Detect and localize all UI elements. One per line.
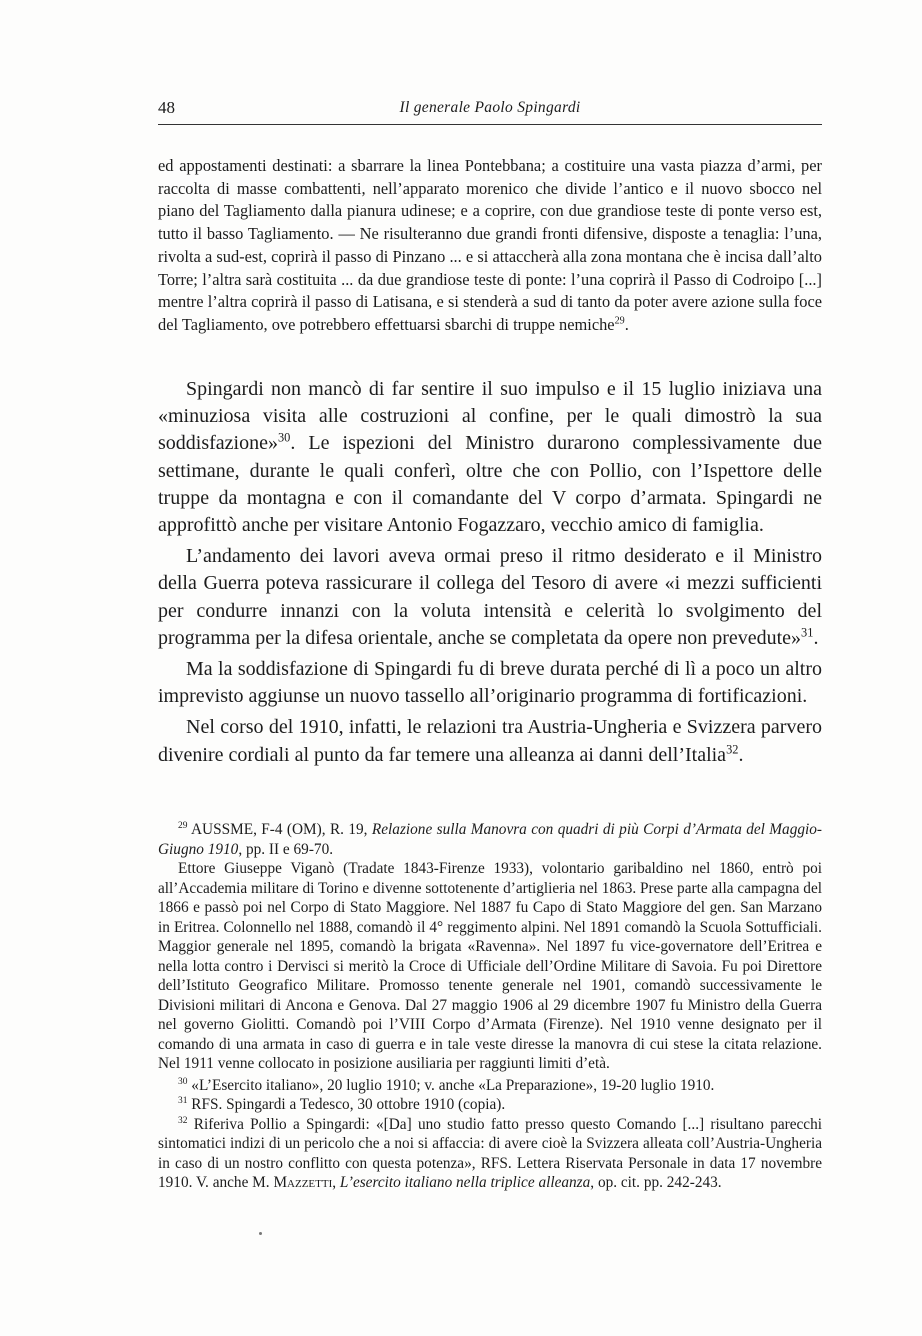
quotation-end: . <box>624 314 629 334</box>
block-quotation <box>158 155 822 337</box>
footnote-32-author: Mazzetti <box>273 1174 333 1191</box>
footnote-29-citation <box>158 820 822 859</box>
quotation-text: ed appostamenti destinati: a sbarrare la linea Pontebbana; a costituire una vasta piazza d’armi, per raccolta di masse combattenti, nell’apparato morenico che divide l’antico e il nuovo sbocco nel piano del Tagliamento dalla pianura udinese; e a coprire, con due grandiose teste di ponte verso est, tutto il basso Tagliamento. — Ne risulteranno due grandi fronti difensive, disposte a tenaglia: l’una, rivolta a sud-est, coprirà il passo di Pinzano ... e si attaccherà alla zona montana che è incisa dall’alto Torre; l’altra sarà costituita ... da due grandiose teste di ponte: l’una coprirà il Passo di Codroipo [...] mentre l’altra coprirà il passo di Latisana, e si stenderà a sud di tanto da poter avere azione sulla foce del Tagliamento, ove potrebbero effettuarsi sbarchi di truppe nemiche <box>158 156 822 334</box>
footnote-31 <box>158 1095 822 1115</box>
footnote-31-text: RFS. Spingardi a Tedesco, 30 ottobre 1910 (copia). <box>187 1096 506 1113</box>
footnote-29-source: AUSSME, F-4 (OM), R. 19, <box>187 821 372 838</box>
footnote-number: 31 <box>178 1095 188 1106</box>
footnote-29-pages: , pp. II e 69-70. <box>238 840 334 858</box>
paragraph-4-text-a: Nel corso del 1910, infatti, le relazioni tra Austria-Ungheria e Svizzera parvero divenire cordiali al punto da far temere una alleanza ai danni dell’Italia <box>158 716 822 766</box>
footnote-32-text: Riferiva Pollio a Spingardi: «[Da] uno studio fatto presso questo Comando [...] risultano parecchi sintomatici indizi di un pericolo che a noi si affaccia: di avere cioè la Svizzera alleata coll’Austria-Ungheria in caso di un nostro conflitto con questa potenza», RFS. Lettera Riservata Personale in data 17 novembre 1910. V. anche M. <box>158 1115 822 1191</box>
paragraph-1-text-a: Spingardi non mancò di far sentire il suo impulso e il 15 luglio iniziava una «minuziosa visita alle costruzioni al confine, per le quali dimostrò la sua soddisfazione» <box>158 378 822 455</box>
footnote-number: 30 <box>178 1076 188 1087</box>
ink-speck <box>259 1232 262 1235</box>
paragraph-3 <box>158 656 822 710</box>
footnotes <box>158 820 822 1193</box>
footnote-32-pages: , op. cit. pp. 242-243. <box>590 1174 722 1191</box>
page-number: 48 <box>158 98 175 117</box>
footnote-29-biography: Ettore Giuseppe Viganò (Tradate 1843-Firenze 1933), volontario garibaldino nel 1860, entrò poi all’Accademia militare di Torino e divenne sottotenente d’artiglieria nel 1863. Prese parte alla campagna del 1866 e passò poi nel Corpo di Stato Maggiore. Nel 1887 fu Capo di Stato Maggiore del gen. San Marzano in Eritrea. Colonnello nel 1888, comandò il 4° reggimento alpini. Nel 1891 comandò la Scuola Sottufficiali. Maggior generale nel 1895, comandò la brigata «Ravenna». Nel 1897 fu vice-governatore dell’Eritrea e nella lotta contro i Dervisci si meritò la Croce di Ufficiale dell’Ordine Militare di Savoia. Fu poi Direttore dell’Istituto Geografico Militare. Promosso tenente generale nel 1901, comandò successivamente le Divisioni militari di Ancona e Genova. Dal 27 maggio 1906 al 29 dicembre 1907 fu Ministro della Guerra nel governo Giolitti. Comandò poi l’VIII Corpo d’Armata (Firenze). Nel 1910 venne designato per il comando di una armata in caso di guerra e in tale veste diresse la manovra di cui stese la citata relazione. Nel 1911 venne collocato in posizione ausiliaria per raggiunti limiti d’età. <box>158 860 822 1072</box>
footnote-30 <box>158 1076 822 1096</box>
footnote-ref-32[interactable]: 32 <box>726 741 739 756</box>
footnote-ref-31[interactable]: 31 <box>801 625 814 640</box>
running-header <box>158 98 822 125</box>
paragraph-4-text-b: . <box>738 743 744 766</box>
paragraph-2 <box>158 543 822 652</box>
footnote-ref-30[interactable]: 30 <box>277 430 291 445</box>
paragraph-3-text: Ma la soddisfazione di Spingardi fu di breve durata perché di lì a poco un altro imprevisto aggiunse un nuovo tassello all’originario programma di fortificazioni. <box>158 658 822 708</box>
paragraph-2-text-a: L’andamento dei lavori aveva ormai preso il ritmo desiderato e il Ministro della Guerra poteva rassicurare il collega del Tesoro di avere «i mezzi sufficienti per condurre innanzi con la voluta intensità e celerità lo svolgimento del programma per la difesa orientale, anche se completata da opere non prevedute» <box>158 545 822 649</box>
footnote-ref-29[interactable]: 29 <box>614 315 625 327</box>
paragraph-2-text-b: . <box>813 626 819 649</box>
footnote-29-title: Relazione sulla Manovra con quadri di più Corpi d’Armata del Maggio-Giugno 1910 <box>158 821 822 858</box>
footnote-number: 29 <box>178 820 188 831</box>
footnote-32 <box>158 1115 822 1193</box>
paragraph-4 <box>158 714 822 768</box>
footnote-number: 32 <box>178 1115 188 1126</box>
footnote-32-separator: , <box>332 1174 340 1191</box>
footnote-32-title: L’esercito italiano nella triplice alleanza <box>339 1174 591 1191</box>
footnote-29 <box>158 820 822 1074</box>
main-text <box>158 376 822 773</box>
paragraph-1-text-b: . Le ispezioni del Ministro durarono complessivamente due settimane, durante le quali conferì, oltre che con Pollio, con l’Ispettore delle truppe da montagna e con il comandante del V corpo d’armata. Spingardi ne approfittò anche per visitare Antonio Fogazzaro, vecchio amico di famiglia. <box>158 432 822 537</box>
footnote-30-text: «L’Esercito italiano», 20 luglio 1910; v. anche «La Preparazione», 19-20 luglio 1910. <box>187 1076 715 1094</box>
running-title: Il generale Paolo Spingardi <box>399 99 581 116</box>
paragraph-1 <box>158 376 822 539</box>
